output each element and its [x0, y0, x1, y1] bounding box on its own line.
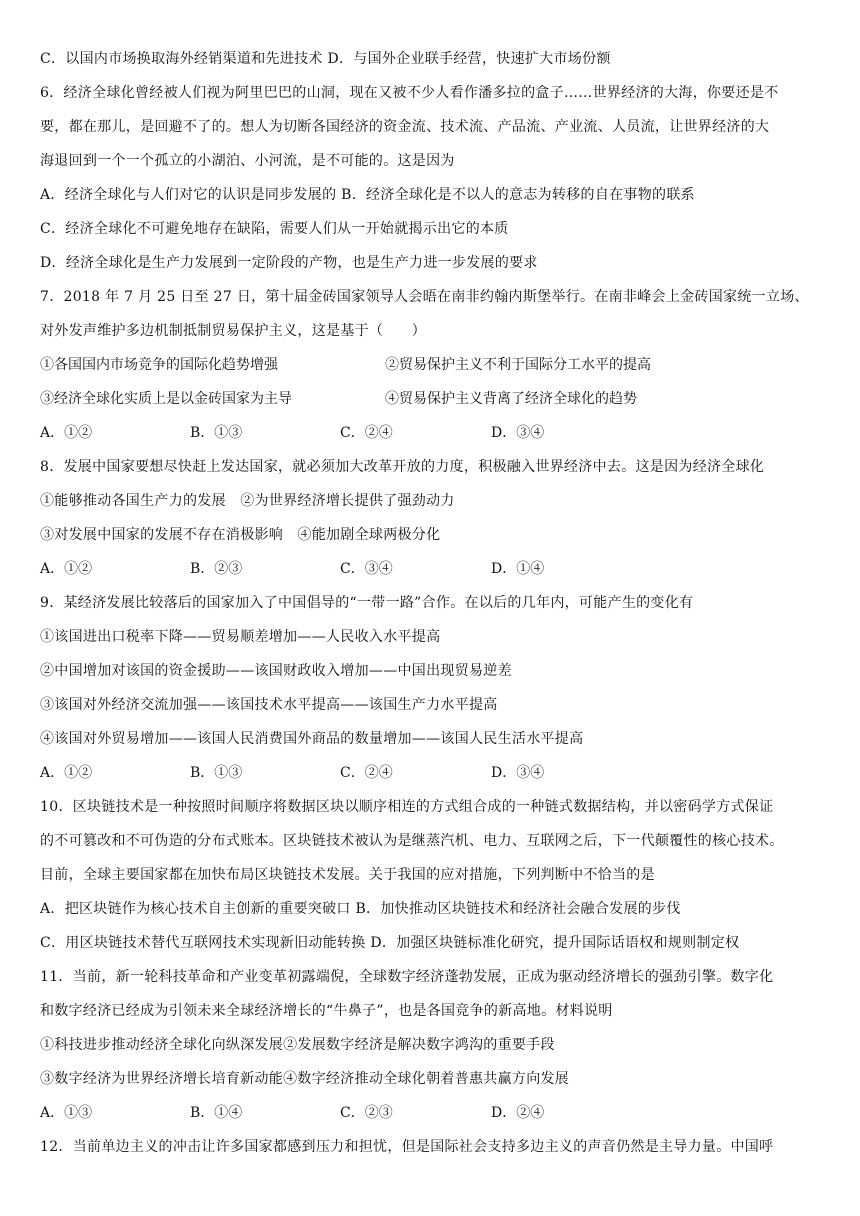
- option-d[interactable]: D．③④: [491, 765, 545, 781]
- option-c[interactable]: C．②④: [340, 765, 393, 781]
- option-b[interactable]: B．②③: [190, 561, 243, 577]
- text-line: 对外发声维护多边机制抵制贸易保护主义，这是基于（ ）: [40, 323, 427, 339]
- text-line: 6．经济全球化曾经被人们视为阿里巴巴的山洞，现在又被不少人看作潘多拉的盒子……世界经济的大海，你要还是不: [40, 85, 779, 101]
- text-line: C．以国内市场换取海外经销渠道和先进技术 D．与国外企业联手经营，快速扩大市场份额: [40, 51, 611, 67]
- text-line: C．用区块链技术替代互联网技术实现新旧动能转换 D．加强区块链标准化研究，提升国际话语权和规则制定权: [40, 935, 740, 951]
- text-line: 9．某经济发展比较落后的国家加入了中国倡导的“一带一路”合作。在以后的几年内，可能产生的变化有: [40, 595, 694, 611]
- text-line: A．把区块链作为核心技术自主创新的重要突破口 B．加快推动区块链技术和经济社会融合发展的步伐: [40, 901, 681, 917]
- text-line: ①该国进出口税率下降——贸易顺差增加——人民收入水平提高: [40, 629, 441, 645]
- option-b[interactable]: B．①③: [190, 425, 243, 441]
- text-line: 8．发展中国家要想尽快赶上发达国家，就必须加大改革开放的力度，积极融入世界经济中去。这是因为经济全球化: [40, 459, 765, 475]
- option-c[interactable]: C．②③: [340, 1105, 393, 1121]
- text-line: ①科技进步推动经济全球化向纵深发展②发展数字经济是解决数字鸿沟的重要手段: [40, 1037, 555, 1053]
- text-line: 目前，全球主要国家都在加快布局区块链技术发展。关于我国的应对措施，下列判断中不恰当的是: [40, 867, 655, 883]
- text-line: ①能够推动各国生产力的发展 ②为世界经济增长提供了强劲动力: [40, 493, 455, 509]
- q7-statement: ④贸易保护主义背离了经济全球化的趋势: [385, 391, 637, 407]
- text-line: 海退回到一个一个孤立的小湖泊、小河流，是不可能的。这是因为: [40, 153, 455, 169]
- text-line: D．经济全球化是生产力发展到一定阶段的产物，也是生产力进一步发展的要求: [40, 255, 538, 271]
- text-line: 的不可篡改和不可伪造的分布式账本。区块链技术被认为是继蒸汽机、电力、互联网之后，下一代颠覆性的核心技术。: [40, 833, 784, 849]
- text-line: 和数字经济已经成为引领未来全球经济增长的“牛鼻子”，也是各国竞争的新高地。材料说明: [40, 1003, 613, 1019]
- q7-statement: ①各国国内市场竞争的国际化趋势增强: [40, 357, 278, 373]
- text-line: 10．区块链技术是一种按照时间顺序将数据区块以顺序相连的方式组合成的一种链式数据结构，并以密码学方式保证: [40, 799, 774, 815]
- text-line: 12．当前单边主义的冲击让许多国家都感到压力和担忧，但是国际社会支持多边主义的声音仍然是主导力量。中国呼: [40, 1139, 774, 1155]
- option-c[interactable]: C．②④: [340, 425, 393, 441]
- text-line: ③对发展中国家的发展不存在消极影响 ④能加剧全球两极分化: [40, 527, 441, 543]
- option-d[interactable]: D．③④: [491, 425, 545, 441]
- text-line: 7．2018 年 7 月 25 日至 27 日，第十届金砖国家领导人会晤在南非约翰内斯堡举行。在南非峰会上金砖国家统一立场、: [40, 289, 809, 305]
- option-c[interactable]: C．③④: [340, 561, 393, 577]
- text-line: 11．当前，新一轮科技革命和产业变革初露端倪，全球数字经济蓬勃发展，正成为驱动经济增长的强劲引擎。数字化: [40, 969, 774, 985]
- text-line: ③该国对外经济交流加强——该国技术水平提高——该国生产力水平提高: [40, 697, 498, 713]
- option-a[interactable]: A．①③: [40, 1105, 93, 1121]
- option-b[interactable]: B．①④: [190, 1105, 243, 1121]
- option-b[interactable]: B．①③: [190, 765, 243, 781]
- text-line: A．经济全球化与人们对它的认识是同步发展的 B．经济全球化是不以人的意志为转移的自在事物的联系: [40, 187, 695, 203]
- text-line: ②中国增加对该国的资金援助——该国财政收入增加——中国出现贸易逆差: [40, 663, 512, 679]
- q7-statement: ②贸易保护主义不利于国际分工水平的提高: [385, 357, 651, 373]
- q7-statement: ③经济全球化实质上是以金砖国家为主导: [40, 391, 292, 407]
- text-line: ③数字经济为世界经济增长培育新动能④数字经济推动全球化朝着普惠共赢方向发展: [40, 1071, 570, 1087]
- option-a[interactable]: A．①②: [40, 765, 93, 781]
- text-line: 要，都在那儿，是回避不了的。想人为切断各国经济的资金流、技术流、产品流、产业流、人员流，让世界经济的大: [40, 119, 770, 135]
- text-line: ④该国对外贸易增加——该国人民消费国外商品的数量增加——该国人民生活水平提高: [40, 731, 584, 747]
- text-line: C．经济全球化不可避免地存在缺陷，需要人们从一开始就揭示出它的本质: [40, 221, 509, 237]
- option-a[interactable]: A．①②: [40, 425, 93, 441]
- option-a[interactable]: A．①②: [40, 561, 93, 577]
- option-d[interactable]: D．①④: [491, 561, 545, 577]
- option-d[interactable]: D．②④: [491, 1105, 545, 1121]
